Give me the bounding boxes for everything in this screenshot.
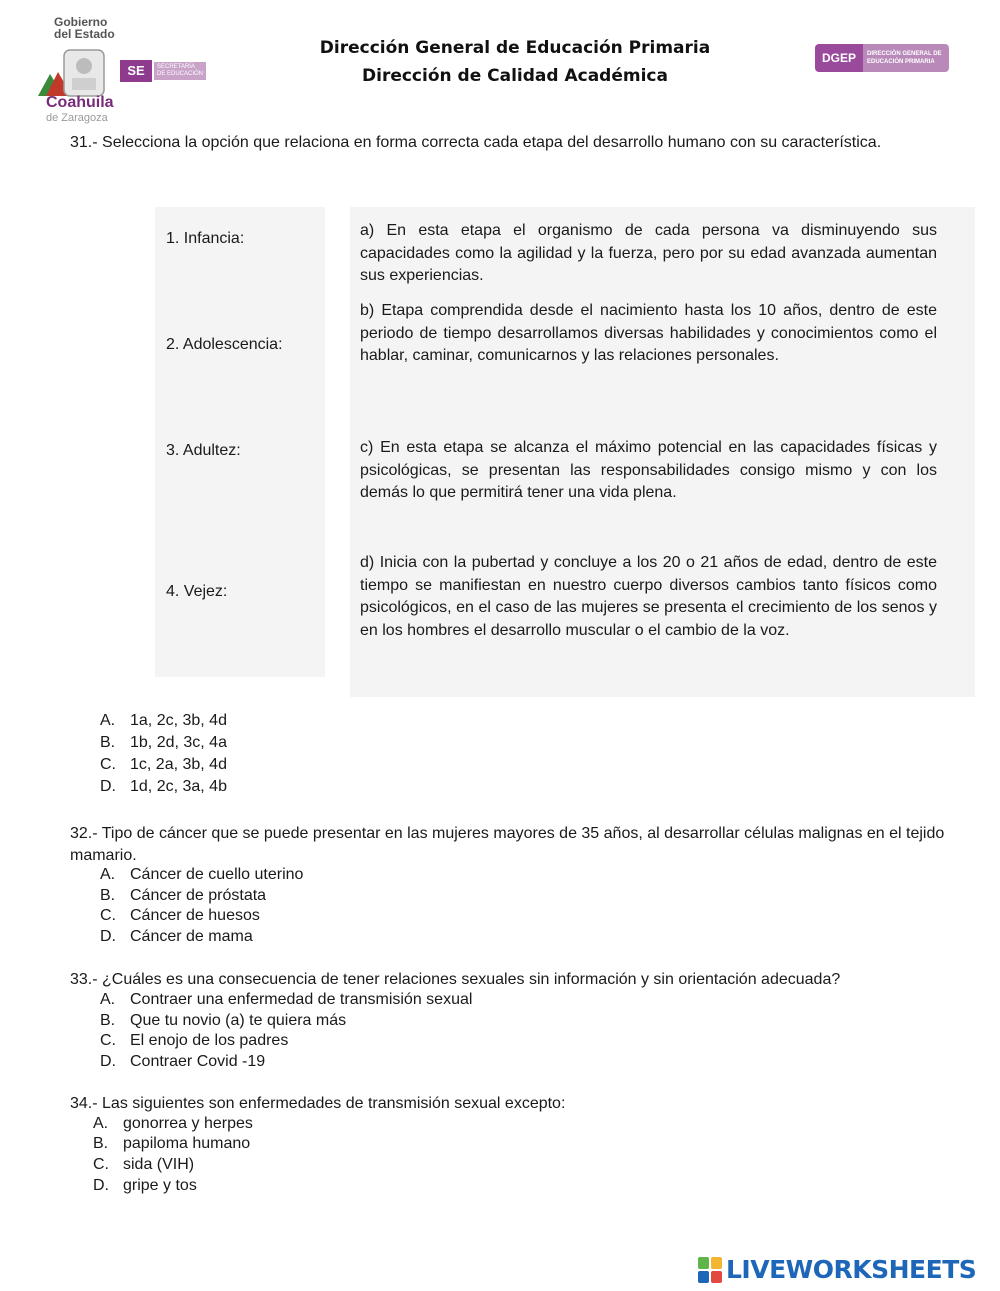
q32-option-d[interactable]: D. Cáncer de mama [100, 928, 253, 945]
liveworksheets-icon [698, 1257, 722, 1283]
q32-option-a[interactable]: A. Cáncer de cuello uterino [100, 866, 304, 883]
gov-line2: del Estado [54, 27, 115, 41]
liveworksheets-brand: LIVEWORKSHEETS [726, 1255, 977, 1284]
characteristic-c: c) En esta etapa se alcanza el máximo potencial en las capacidades físicas y psicológicas, se presentan las responsabilidades consigo mismo y con los demás lo que permitirá tener una vida plena. [360, 439, 937, 501]
q32-option-c[interactable]: C. Cáncer de huesos [100, 907, 260, 924]
state-name: Coahuila [46, 94, 114, 111]
q32-option-b[interactable]: B. Cáncer de próstata [100, 887, 267, 904]
dgep-label: DGEP [815, 44, 863, 72]
se-subtitle: SECRETARÍA DE EDUCACIÓN [154, 62, 206, 80]
q31-option-c[interactable]: C. 1c, 2a, 3b, 4d [100, 756, 227, 773]
liveworksheets-logo[interactable] [698, 1255, 993, 1285]
dgep-subtitle: DIRECCIÓN GENERAL DE EDUCACIÓN PRIMARIA [863, 44, 949, 72]
header-title-line1: Dirección General de Educación Primaria [319, 38, 711, 58]
stage-vejez: 4. Vejez: [166, 583, 228, 600]
q31-option-a[interactable]: A. 1a, 2c, 3b, 4d [100, 712, 227, 729]
q31-option-d[interactable]: D. 1d, 2c, 3a, 4b [100, 778, 227, 795]
q34-option-a[interactable]: A. gonorrea y herpes [93, 1115, 253, 1132]
se-badge: SE [120, 60, 152, 82]
characteristic-a: a) En esta etapa el organismo de cada persona va disminuyendo sus capacidades como la agilidad y la fuerza, pero por su edad avanzada aumentan sus experiencias. [360, 222, 937, 284]
gov-line1: Gobierno [54, 15, 108, 29]
q34-prompt: 34.- Las siguientes son enfermedades de transmisión sexual excepto: [70, 1095, 566, 1112]
q33-option-c[interactable]: C. El enojo de los padres [100, 1032, 289, 1049]
characteristic-d: d) Inicia con la pubertad y concluye a los 20 o 21 años de edad, dentro de este tiempo se manifiestan en nuestro cuerpo diversos cambios tanto físicos como psicológicos, en el caso de las mujeres se presenta el crecimiento de los senos y en los hombres el desarrollo muscular o el cambio de la voz. [360, 554, 937, 639]
q31-option-b[interactable]: B. 1b, 2d, 3c, 4a [100, 734, 227, 751]
q33-option-b[interactable]: B. Que tu novio (a) te quiera más [100, 1012, 347, 1029]
characteristic-b: b) Etapa comprendida desde el nacimiento hasta los 10 años, dentro de este periodo de tiempo desarrollamos diversas habilidades y conocimientos como el hablar, caminar, comunicarnos y las relaciones personales. [360, 302, 937, 364]
gobierno-coahuila-logo [30, 14, 210, 124]
q31-prompt: 31.- Selecciona la opción que relaciona en forma correcta cada etapa del desarrollo humano con su característica. [70, 134, 882, 151]
header-title-line2: Dirección de Calidad Académica [362, 66, 668, 86]
q33-option-d[interactable]: D. Contraer Covid -19 [100, 1053, 266, 1070]
q33-option-a[interactable]: A. Contraer una enfermedad de transmisión sexual [100, 991, 473, 1008]
q34-option-b[interactable]: B. papiloma humano [93, 1135, 251, 1152]
state-subname: de Zaragoza [46, 112, 108, 124]
q34-option-d[interactable]: D. gripe y tos [93, 1177, 197, 1194]
stage-infancia: 1. Infancia: [166, 230, 245, 247]
q32-prompt: 32.- Tipo de cáncer que se puede presentar en las mujeres mayores de 35 años, al desarrollar células malignas en el tejido mamario. [70, 825, 945, 864]
q33-prompt: 33.- ¿Cuáles es una consecuencia de tener relaciones sexuales sin información y sin orientación adecuada? [70, 971, 841, 988]
stage-adultez: 3. Adultez: [166, 442, 241, 459]
q34-option-c[interactable]: C. sida (VIH) [93, 1156, 195, 1173]
stage-adolescencia: 2. Adolescencia: [166, 336, 283, 353]
dgep-logo [815, 44, 949, 72]
